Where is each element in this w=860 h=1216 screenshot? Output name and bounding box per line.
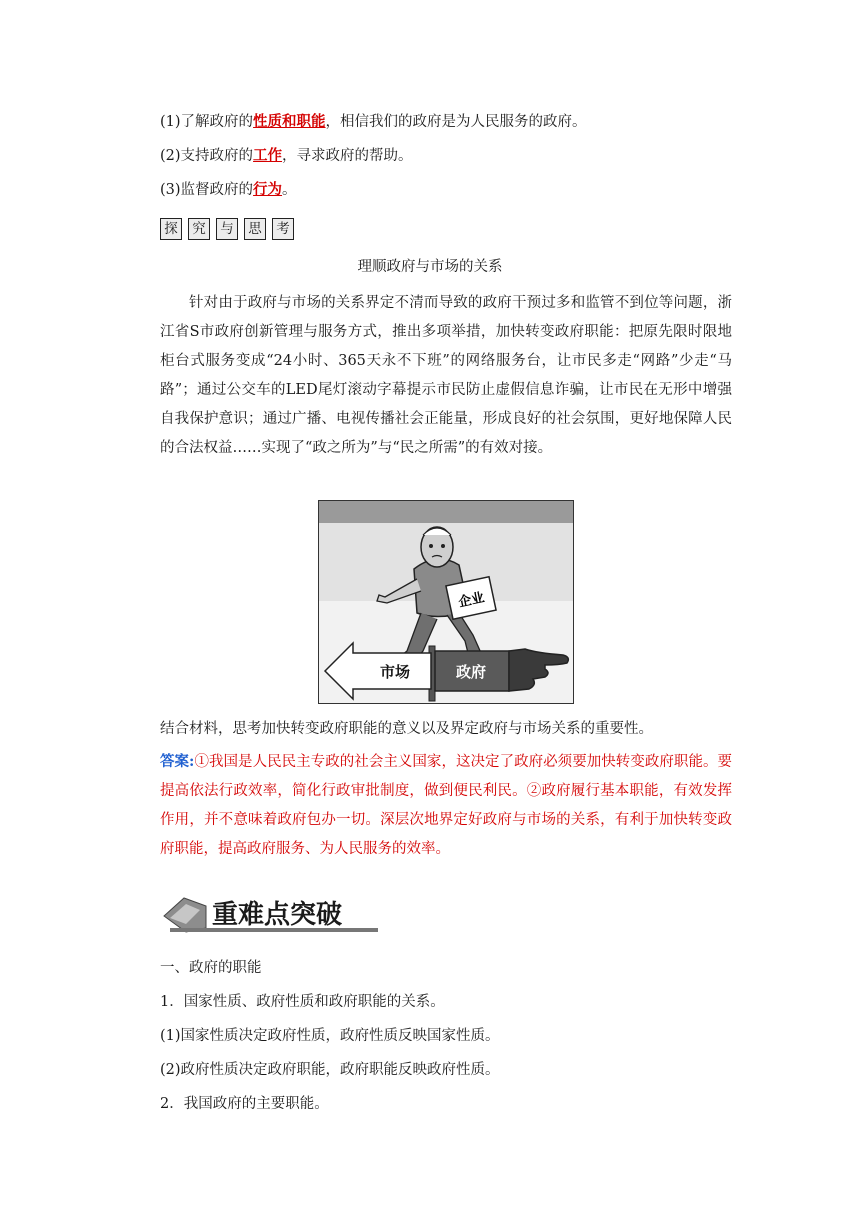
banner-graphic: [160, 888, 380, 938]
explore-char: 探: [160, 218, 182, 240]
intro-item-1: (1)了解政府的性质和职能，相信我们的政府是为人民服务的政府。: [160, 113, 587, 130]
outline-item: 2．我国政府的主要职能。: [160, 1096, 329, 1112]
highlight-term: 工作: [253, 147, 283, 164]
material-paragraph: 针对由于政府与市场的关系界定不清而导致的政府干预过多和监管不到位等问题，浙江省S市政府创新管理与服务方式，推出多项举措，加快转变政府职能：把原先限时限地柜台式服务变成“24小时、365天永不下班”的网络服务台，让市民多走“网路”少走“马路”；通过公交车的LED尾灯滚动字幕提示市民防止虚假信息诈骗，让市民在无形中增强自我保护意识；通过广播、电视传播社会正能量，形成良好的社会氛围，更好地保障人民的合法权益……实现了“政之所为”与“民之所需”的有效对接。: [160, 295, 732, 456]
briefcase-label: 企业: [457, 590, 486, 611]
section-title: 理顺政府与市场的关系: [357, 259, 503, 275]
explore-char: 究: [188, 218, 210, 240]
explore-char: 考: [272, 218, 294, 240]
highlight-term: 行为: [253, 181, 283, 198]
market-label: 市场: [379, 663, 411, 681]
outline-heading: 一、政府的职能: [160, 960, 262, 976]
outline-item: 1．国家性质、政府性质和政府职能的关系。: [160, 994, 445, 1010]
government-label: 政府: [455, 663, 487, 681]
intro-item-3: (3)监督政府的行为。: [160, 181, 297, 198]
explore-char: 与: [216, 218, 238, 240]
answer-text: ①我国是人民民主专政的社会主义国家，这决定了政府必须要加快转变政府职能。要提高依法行政效率，简化行政审批制度，做到便民利民。②政府履行基本职能，有效发挥作用，并不意味着政府包办一切。深层次地界定好政府与市场的关系，有利于加快转变政府职能，提高政府服务、为人民服务的效率。: [160, 754, 733, 857]
question-text: 结合材料，思考加快转变政府职能的意义以及界定政府与市场关系的重要性。: [160, 721, 653, 737]
key-points-banner: [160, 888, 380, 938]
answer-label: 答案:: [160, 753, 195, 770]
banner-title: 重难点突破: [212, 900, 343, 930]
answer-block: [160, 747, 732, 864]
explore-think-label: [160, 218, 294, 240]
cartoon-illustration: [318, 500, 574, 704]
cartoon-drawing: [319, 501, 573, 703]
outline-item: (1)国家性质决定政府性质，政府性质反映国家性质。: [160, 1028, 500, 1044]
intro-item-2: (2)支持政府的工作，寻求政府的帮助。: [160, 147, 413, 164]
explore-char: 思: [244, 218, 266, 240]
outline-item: (2)政府性质决定政府职能，政府职能反映政府性质。: [160, 1062, 500, 1078]
highlight-term: 性质和职能: [253, 113, 326, 130]
